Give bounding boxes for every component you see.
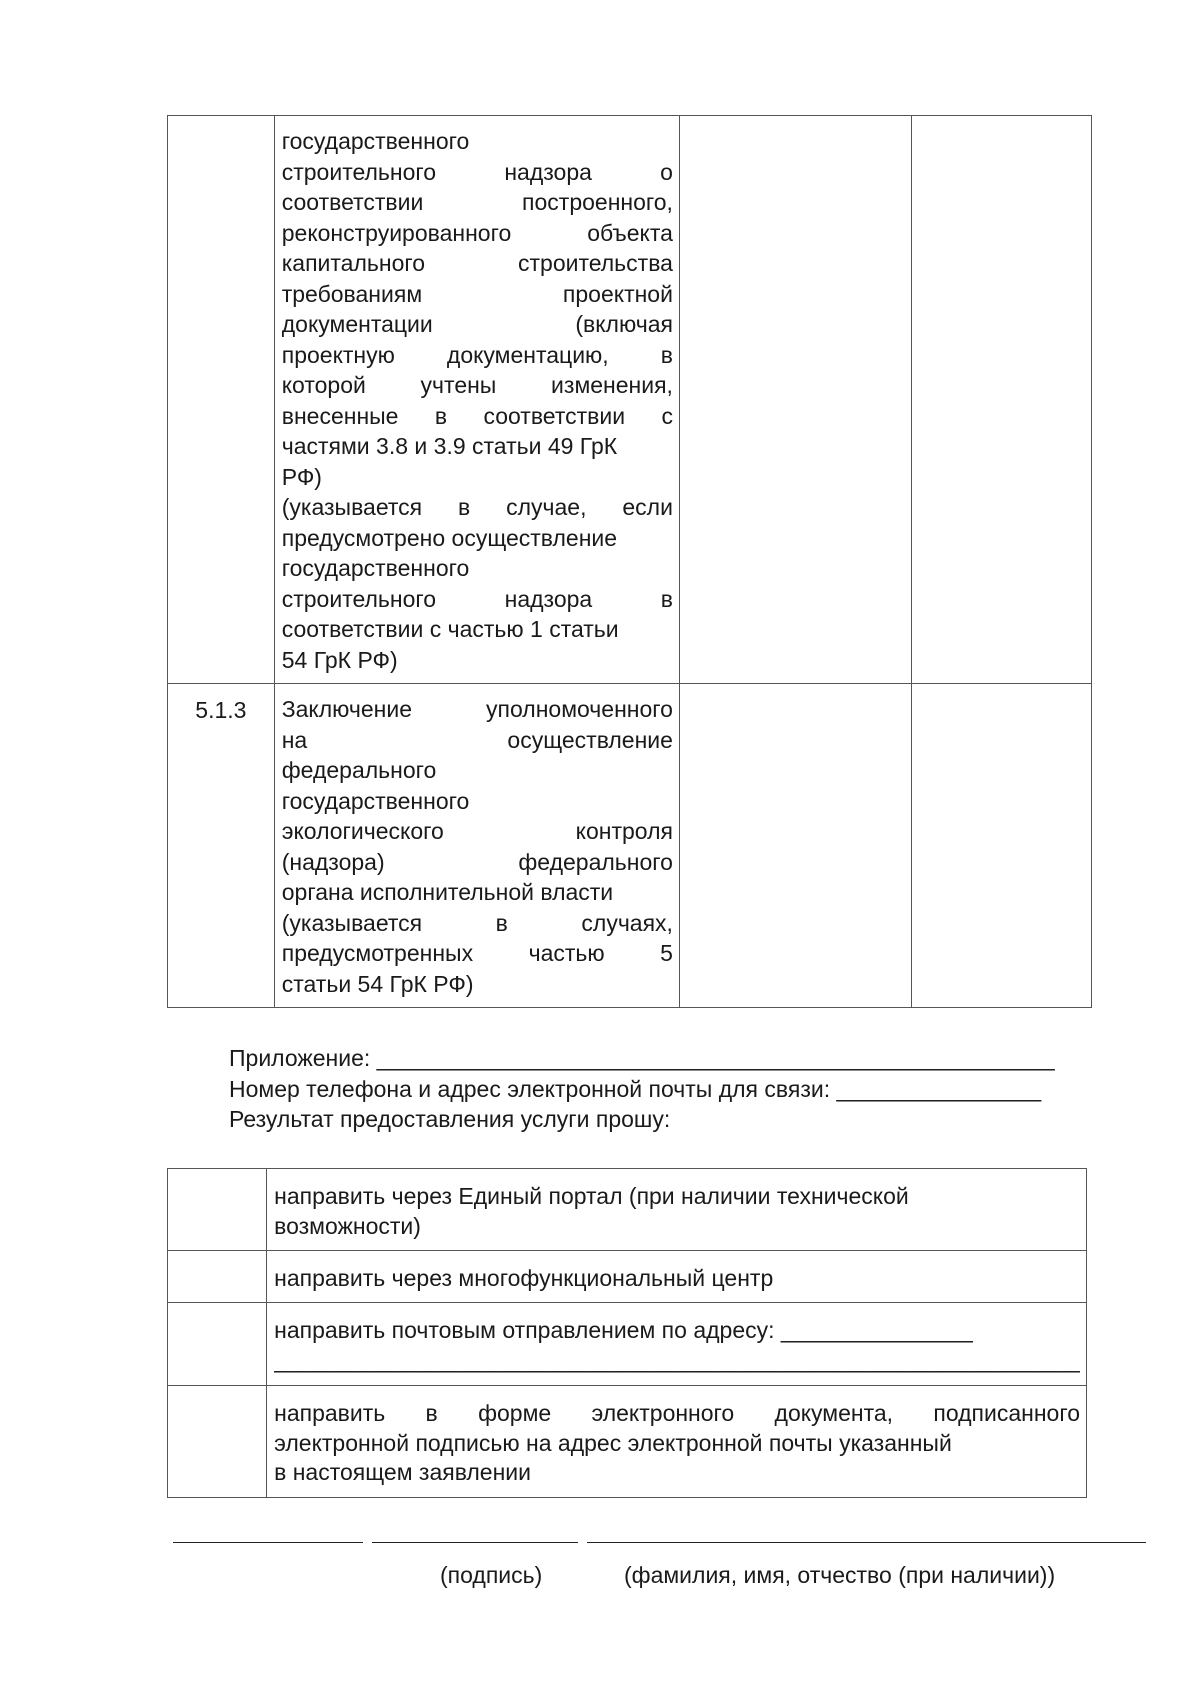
option-text — [267, 1169, 1087, 1251]
phone-email-line: Номер телефона и адрес электронной почты для связи: ________________ — [229, 1075, 1042, 1102]
row-number: 5.1.3 — [168, 684, 275, 1008]
text-line: (указывается в случаях, — [281, 909, 673, 936]
delivery-options-table — [167, 1168, 1087, 1498]
option-row — [168, 1303, 1087, 1386]
signature-label: (подпись) — [440, 1562, 543, 1588]
text-line: реконструированного объекта — [281, 219, 673, 246]
full-name-label: (фамилия, имя, отчество (при наличии)) — [624, 1562, 1056, 1588]
text-line: экологического контроля — [281, 818, 673, 844]
text-line: государственного — [281, 128, 470, 154]
text-line: _______________________________________________________________ — [274, 1346, 1080, 1373]
text-line: строительного надзора о — [281, 158, 673, 185]
option-mark-cell[interactable] — [168, 1386, 267, 1498]
option-row — [168, 1386, 1087, 1498]
details-cell — [679, 116, 911, 684]
text-line: частями 3.8 и 3.9 статьи 49 ГрК — [281, 433, 618, 459]
text-line: направить через Единый портал (при наличии технической — [274, 1183, 909, 1209]
text-line: которой учтены изменения, — [281, 372, 673, 398]
option-mark-cell[interactable] — [168, 1303, 267, 1386]
text-line: соответствии построенного, — [281, 189, 673, 215]
attachment-line: Приложение: _____________________________________________________ — [229, 1045, 1055, 1071]
option-text — [267, 1303, 1087, 1386]
text-line: (надзора) федерального — [281, 848, 673, 875]
text-line: электронной подписью на адрес электронной почты указанный — [274, 1429, 952, 1456]
text-line: направить через многофункциональный центр — [274, 1265, 774, 1291]
text-line: 54 ГрК РФ) — [281, 646, 398, 673]
table-row — [168, 116, 1092, 684]
result-request-line: Результат предоставления услуги прошу: — [229, 1106, 671, 1132]
option-text — [267, 1251, 1087, 1303]
details-cell — [679, 684, 911, 1008]
application-info — [229, 1043, 1055, 1135]
text-line: документации (включая — [281, 311, 673, 337]
text-line: внесенные в соответствии с — [281, 402, 673, 429]
text-line: направить почтовым отправлением по адресу: _______________ — [274, 1317, 973, 1343]
text-line: федерального — [281, 757, 437, 783]
document-description — [274, 116, 679, 684]
text-line: предусмотрено осуществление — [281, 524, 618, 551]
row-number — [168, 116, 275, 684]
documents-table — [167, 115, 1092, 1008]
option-mark-cell[interactable] — [168, 1169, 267, 1251]
text-line: возможности) — [274, 1212, 421, 1239]
date-line[interactable] — [173, 1542, 363, 1543]
full-name-line[interactable] — [587, 1542, 1146, 1543]
document-description — [274, 684, 679, 1008]
text-line: строительного надзора в — [281, 585, 673, 612]
text-line: статьи 54 ГрК РФ) — [281, 970, 474, 997]
signature-line[interactable] — [372, 1542, 578, 1543]
text-line: направить в форме электронного документа, подписанного — [274, 1400, 1080, 1426]
text-line: соответствии с частью 1 статьи — [281, 616, 619, 642]
table-row — [168, 684, 1092, 1008]
option-row — [168, 1251, 1087, 1303]
text-line: предусмотренных частью 5 — [281, 940, 673, 966]
text-line: проектную документацию, в — [281, 341, 673, 368]
option-text — [267, 1386, 1087, 1498]
text-line: государственного — [281, 555, 470, 581]
text-line: Заключение уполномоченного — [281, 696, 673, 722]
option-mark-cell[interactable] — [168, 1251, 267, 1303]
text-line: на осуществление — [281, 726, 673, 753]
text-line: капитального строительства — [281, 250, 673, 276]
text-line: РФ) — [281, 463, 322, 490]
text-line: государственного — [281, 787, 470, 814]
text-line: требованиям проектной — [281, 280, 673, 307]
text-line: органа исполнительной власти — [281, 879, 614, 905]
text-line: в настоящем заявлении — [274, 1459, 531, 1485]
notes-cell — [911, 116, 1091, 684]
notes-cell — [911, 684, 1091, 1008]
text-line: (указывается в случае, если — [281, 494, 673, 520]
option-row — [168, 1169, 1087, 1251]
